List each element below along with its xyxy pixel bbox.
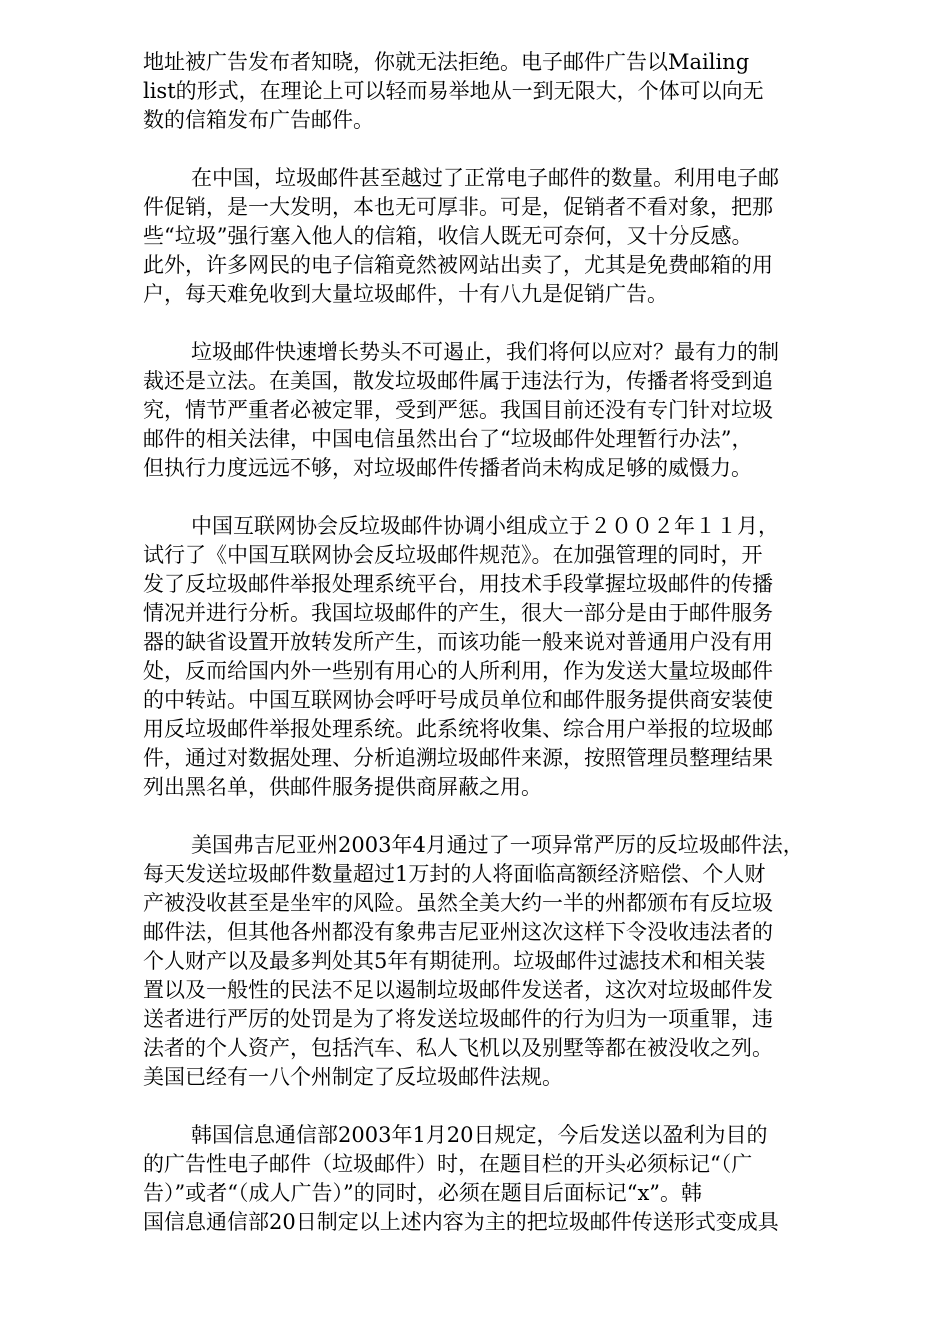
text-line: 中国互联网协会反垃圾邮件协调小组成立于２００２年１１月，: [191, 514, 779, 538]
paragraph: [143, 831, 873, 1092]
text-line: 究，情节严重者必被定罪，受到严惩。我国目前还没有专门针对垃圾: [143, 398, 773, 422]
text-line: 些“垃圾”强行塞入他人的信箱，收信人既无可奈何，又十分反感。: [143, 224, 753, 248]
text-line: 器的缺省设置开放转发所产生，而该功能一般来说对普通用户没有用: [143, 630, 773, 654]
text-line: 美国已经有一八个州制定了反垃圾邮件法规。: [143, 1065, 563, 1089]
text-line: 此外，许多网民的电子信箱竟然被网站出卖了，尤其是免费邮箱的用: [143, 253, 773, 277]
text-line: 送者进行严厉的处罚是为了将发送垃圾邮件的行为归为一项重罪，违: [143, 1007, 773, 1031]
text-line: 但执行力度远远不够，对垃圾邮件传播者尚未构成足够的威慑力。: [143, 456, 752, 480]
text-line: 每天发送垃圾邮件数量超过1万封的人将面临高额经济赔偿、个人财: [143, 862, 766, 886]
text-line: 在中国，垃圾邮件甚至越过了正常电子邮件的数量。利用电子邮: [191, 166, 779, 190]
text-line: 个人财产以及最多判处其5年有期徒刑。垃圾邮件过滤技术和相关装: [143, 949, 766, 973]
paragraph: [143, 164, 873, 309]
text-line: 垃圾邮件快速增长势头不可遏止，我们将何以应对？最有力的制: [191, 340, 779, 364]
text-line: 的中转站。中国互联网协会呼吁号成员单位和邮件服务提供商安装使: [143, 688, 773, 712]
text-line: 产被没收甚至是坐牢的风险。虽然全美大约一半的州都颁布有反垃圾: [143, 891, 773, 915]
paragraph: [143, 1121, 873, 1237]
text-line: 的广告性电子邮件（垃圾邮件）时，在题目栏的开头必须标记“（广: [143, 1152, 753, 1176]
text-line: 邮件法，但其他各州都没有象弗吉尼亚州这次这样下令没收违法者的: [143, 920, 773, 944]
paragraph: [143, 338, 873, 483]
text-line: 数的信箱发布广告邮件。: [143, 108, 374, 132]
text-line: 地址被广告发布者知晓，你就无法拒绝。电子邮件广告以Mailing: [143, 50, 750, 74]
text-line: 告）”或者“（成人广告）”的同时，必须在题目后面标记“x”。韩: [143, 1181, 703, 1205]
text-line: 韩国信息通信部2003年1月20日规定，今后发送以盈利为目的: [191, 1123, 768, 1147]
paragraph: [143, 512, 873, 802]
text-line: 邮件的相关法律，中国电信虽然出台了“垃圾邮件处理暂行办法”，: [143, 427, 753, 451]
text-line: 件促销，是一大发明，本也无可厚非。可是，促销者不看对象，把那: [143, 195, 773, 219]
text-line: 情况并进行分析。我国垃圾邮件的产生，很大一部分是由于邮件服务: [143, 601, 773, 625]
text-line: 置以及一般性的民法不足以遏制垃圾邮件发送者，这次对垃圾邮件发: [143, 978, 773, 1002]
paragraph: [143, 48, 873, 135]
text-line: 国信息通信部20日制定以上述内容为主的把垃圾邮件传送形式变成具: [143, 1210, 779, 1234]
text-line: 法者的个人资产，包括汽车、私人飞机以及别墅等都在被没收之列。: [143, 1036, 773, 1060]
text-line: 户，每天难免收到大量垃圾邮件，十有八九是促销广告。: [143, 282, 668, 306]
text-line: 试行了《中国互联网协会反垃圾邮件规范》。在加强管理的同时，开: [143, 543, 763, 567]
text-line: 美国弗吉尼亚州2003年4月通过了一项异常严厉的反垃圾邮件法，: [191, 833, 804, 857]
text-line: 处，反而给国内外一些别有用心的人所利用，作为发送大量垃圾邮件: [143, 659, 773, 683]
text-line: 裁还是立法。在美国，散发垃圾邮件属于违法行为，传播者将受到追: [143, 369, 773, 393]
document-body: [143, 48, 873, 1266]
text-line: 件，通过对数据处理、分析追溯垃圾邮件来源，按照管理员整理结果: [143, 746, 773, 770]
text-line: list的形式，在理论上可以轻而易举地从一到无限大，个体可以向无: [143, 79, 764, 103]
text-line: 用反垃圾邮件举报处理系统。此系统将收集、综合用户举报的垃圾邮: [143, 717, 773, 741]
text-line: 发了反垃圾邮件举报处理系统平台，用技术手段掌握垃圾邮件的传播: [143, 572, 773, 596]
text-line: 列出黑名单，供邮件服务提供商屏蔽之用。: [143, 775, 542, 799]
